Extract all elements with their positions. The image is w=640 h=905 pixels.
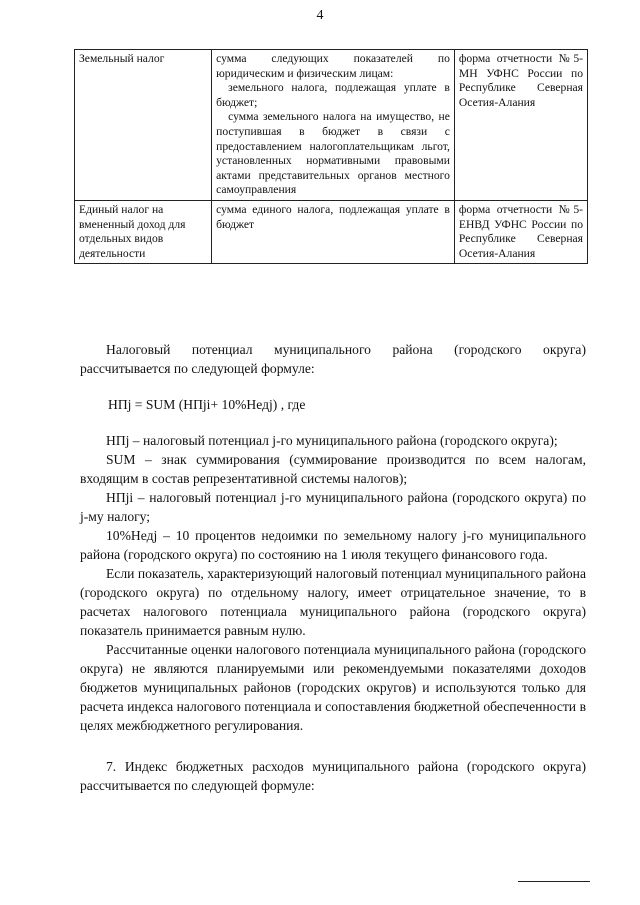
indicator-line: сумма земельного налога на имущество, не поступившая в бюджет в связи с предоставлением налогоплательщикам льгот, установленных нормативными правовыми актами представительных органов местного самоуправления [216, 110, 450, 197]
source-cell: форма отчетности №5-ЕНВД УФНС России по Республике Северная Осетия-Алания [454, 200, 587, 263]
paragraph: 7. Индекс бюджетных расходов муниципального района (городского округа) рассчитывается по следующей формуле: [80, 759, 586, 793]
table-row [75, 50, 588, 201]
formula: НПj = SUM (НПji+ 10%Недj) , где [108, 397, 306, 412]
paragraph: НПji – налоговый потенциал j-го муниципального района (городского округа) по j-му налогу; [80, 490, 586, 524]
paragraph: Рассчитанные оценки налогового потенциала муниципального района (городского округа) не являются планируемыми или рекомендуемыми показателями доходов бюджетов муниципальных районов (городских округов) и используются только для расчета индекса налогового потенциала и сопоставления бюджетной обеспеченности в целях межбюджетного регулирования. [80, 642, 586, 733]
indicator-line: сумма единого налога, подлежащая уплате в бюджет [216, 202, 450, 231]
tax-sources-table [74, 49, 588, 264]
paragraph: НПj – налоговый потенциал j-го муниципального района (городского округа); [106, 433, 558, 448]
indicator-line: земельного налога, подлежащая уплате в бюджет; [216, 81, 450, 109]
indicator-line: сумма следующих показателей по юридическим и физическим лицам: [216, 52, 450, 80]
table-row [75, 200, 588, 263]
page-number: 4 [316, 8, 324, 23]
paragraph: Налоговый потенциал муниципального района (городского округа) рассчитывается по следующей формуле: [80, 342, 586, 376]
tax-name-cell: Единый налог на вмененный доход для отдельных видов деятельности [75, 200, 212, 263]
indicator-cell [212, 200, 455, 263]
paragraph: SUM – знак суммирования (суммирование производится по всем налогам, входящим в состав репрезентативной системы налогов); [80, 452, 586, 486]
tax-name-cell: Земельный налог [75, 50, 212, 201]
footer-divider [518, 881, 590, 882]
paragraph: 10%Недj – 10 процентов недоимки по земельному налогу j-го муниципального района (городского округа) по состоянию на 1 июля текущего финансового года. [80, 528, 586, 562]
paragraph: Если показатель, характеризующий налоговый потенциал муниципального района (городского округа) по отдельному налогу, имеет отрицательное значение, то в расчетах налогового потенциала муниципального района (городского округа) показатель принимается равным нулю. [80, 566, 586, 638]
source-cell: форма отчетности №5-МН УФНС России по Республике Северная Осетия-Алания [454, 50, 587, 201]
body-text-block [80, 340, 586, 795]
indicator-cell [212, 50, 455, 201]
